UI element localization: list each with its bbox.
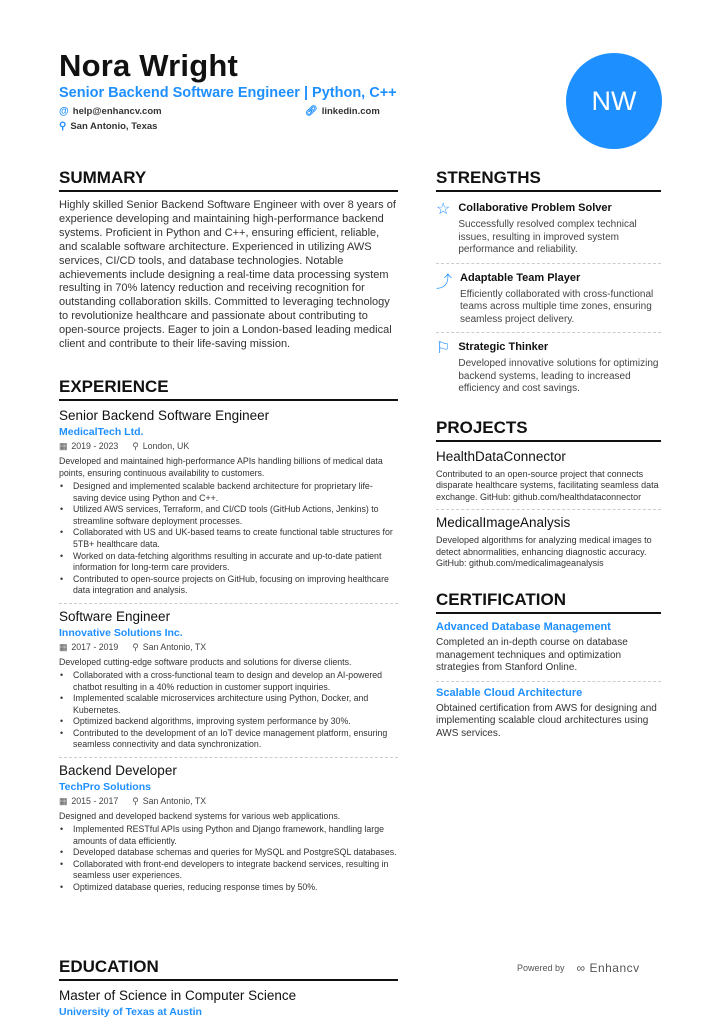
job-entry — [59, 408, 398, 597]
company-name: TechPro Solutions — [59, 781, 151, 794]
job-title: Software Engineer — [59, 608, 171, 624]
calendar-icon: ▦ — [59, 440, 68, 451]
strength-title: Collaborative Problem Solver — [458, 202, 612, 214]
infinity-icon: ∞ — [576, 961, 586, 975]
bullet-item: • Optimized backend algorithms, improving system performance by 30%. — [59, 716, 398, 728]
bullet-item: • Collaborated with front-end developers to integrate backend services, resulting in seamless user experiences. — [59, 859, 398, 882]
job-dates — [59, 441, 118, 452]
dates-text: 2017 - 2019 — [71, 641, 119, 652]
linkedin-contact[interactable] — [305, 106, 380, 117]
bullet-item: • Collaborated with a cross-functional team to design and develop an AI-powered chatbot resulting in a 40% reduction in customer support inquiries. — [59, 670, 398, 693]
education-heading: EDUCATION — [59, 957, 398, 981]
strength-content — [458, 199, 661, 257]
job-meta — [59, 441, 398, 452]
summary-text: Highly skilled Senior Backend Software Engineer with over 8 years of experience developing and maintaining high-performance backend systems. Proficient in Python and C++, ensuring efficient, reliable, and scalable software architecture. Experienced in utilizing AWS services, CI/CD tools, and database technologies. Notable achievements include designing a real-time data processing system resulting in 70% latency reduction and receiving recognition for outstanding collaboration skills. Committed to leveraging technology to revolutionize healthcare and passionate about contributing to open-source projects. Eager to join a London-based leading medical client and contribute to their life-saving mission. — [59, 199, 396, 351]
projects-list — [436, 449, 661, 571]
project-title: HealthDataConnector — [436, 448, 566, 464]
job-meta — [59, 796, 398, 807]
job-bullets — [59, 824, 398, 894]
job-description: Designed and developed backend systems for various web applications. — [59, 811, 341, 822]
company-name: MedicalTech Ltd. — [59, 425, 144, 438]
divider — [59, 603, 398, 604]
strength-description: Efficiently collaborated with cross-functional teams across multiple time zones, ensuring seamless project delivery. — [460, 288, 654, 325]
strength-title: Adaptable Team Player — [460, 271, 581, 284]
location-pin-icon: ⚲ — [132, 641, 139, 652]
dates-text: 2015 - 2017 — [71, 796, 119, 807]
strategy-icon: ⤴ — [436, 273, 453, 291]
certification-title: Advanced Database Management — [436, 621, 611, 634]
calendar-icon: ▦ — [59, 641, 68, 652]
job-dates — [59, 796, 118, 807]
bullet-item: • Collaborated with US and UK-based teams to create functional table structures for 5TB+ healthcare data. — [59, 527, 398, 550]
job-description: Developed and maintained high-performance APIs handling billions of medical data points, ensuring continuous availability to customers. — [59, 455, 383, 478]
project-description: Contributed to an open-source project that connects disparate healthcare systems, facilitating seamless data exchange. GitHub: github.com/healthdataconnector — [436, 468, 659, 502]
location-text: London, UK — [142, 440, 190, 451]
email-text: help@enhancv.com — [72, 106, 162, 117]
divider — [59, 757, 398, 758]
location-contact — [59, 121, 157, 132]
experience-heading: EXPERIENCE — [59, 377, 398, 401]
flag-icon: ⚐ — [436, 340, 451, 357]
strength-item — [436, 269, 661, 327]
company-name: Innovative Solutions Inc. — [59, 626, 183, 639]
job-description: Developed cutting-edge software products and solutions for diverse clients. — [59, 656, 352, 667]
job-location — [132, 642, 206, 653]
bullet-item: • Contributed to the development of an IoT device management platform, ensuring seamless connectivity and data synchronization. — [59, 728, 398, 751]
job-entry — [59, 603, 398, 751]
job-location — [132, 796, 206, 807]
at-icon: @ — [59, 106, 69, 117]
location-pin-icon: ⚲ — [59, 121, 67, 132]
summary-heading: SUMMARY — [59, 168, 398, 192]
bullet-item: • Implemented scalable microservices architecture using Python, Docker, and Kubernetes. — [59, 693, 398, 716]
powered-by-text: Powered by — [517, 963, 565, 973]
dates-text: 2019 - 2023 — [71, 440, 119, 451]
divider — [436, 509, 661, 510]
strength-description: Successfully resolved complex technical issues, resulting in improved system performance and reliability. — [458, 219, 637, 255]
job-location — [132, 441, 189, 452]
powered-by-badge[interactable] — [517, 961, 640, 975]
bullet-item: • Worked on data-fetching algorithms resulting in accurate and up-to-date patient information for long-term care providers. — [59, 551, 398, 574]
strengths-heading: STRENGTHS — [436, 168, 661, 192]
bullet-item: • Optimized database queries, reducing response times by 50%. — [59, 882, 398, 894]
location-text: San Antonio, Texas — [70, 121, 158, 132]
certification-title: Scalable Cloud Architecture — [436, 686, 583, 699]
degree: Master of Science in Computer Science — [59, 988, 297, 1003]
strengths-list — [436, 199, 661, 396]
education-section — [59, 957, 398, 1018]
project-description: Developed algorithms for analyzing medical images to detect abnormalities, enhancing diagnostic accuracy. GitHub: github.com/medicalimageanalysis — [436, 535, 652, 569]
linkedin-text: linkedin.com — [321, 106, 380, 117]
location-pin-icon: ⚲ — [132, 440, 139, 451]
job-title: Backend Developer — [59, 763, 177, 779]
left-column — [59, 168, 398, 894]
enhancv-logo — [577, 961, 640, 975]
certification-heading: CERTIFICATION — [436, 590, 661, 614]
strength-item — [436, 199, 661, 257]
projects-heading: PROJECTS — [436, 418, 661, 442]
bullet-item: • Implemented RESTful APIs using Python and Django framework, handling large amounts of data efficiently. — [59, 824, 398, 847]
certification-description: Obtained certification from AWS for designing and implementing scalable cloud architectures using AWS services. — [436, 702, 657, 739]
strength-title: Strategic Thinker — [458, 341, 549, 353]
certification-list — [436, 621, 661, 740]
link-icon: 🔗︎ — [305, 106, 318, 117]
bullet-item: • Developed database schemas and queries for MySQL and PostgreSQL databases. — [59, 847, 398, 859]
bullet-item: • Contributed to open-source projects on GitHub, focusing on improving healthcare data integration and analysis. — [59, 574, 398, 597]
brand-text: Enhancv — [589, 961, 640, 975]
job-meta — [59, 642, 398, 653]
experience-list — [59, 408, 398, 894]
job-bullets — [59, 670, 398, 751]
job-title: Senior Backend Software Engineer — [59, 407, 270, 423]
strength-content — [458, 338, 661, 396]
school: University of Texas at Austin — [59, 1006, 202, 1018]
divider — [436, 263, 661, 264]
strength-item — [436, 338, 661, 396]
calendar-icon: ▦ — [59, 796, 68, 807]
star-icon: ☆ — [436, 201, 451, 218]
candidate-title: Senior Backend Software Engineer | Python, C++ — [59, 85, 397, 101]
project-title: MedicalImageAnalysis — [436, 515, 571, 531]
job-dates — [59, 642, 118, 653]
location-text: San Antonio, TX — [142, 641, 207, 652]
email-contact[interactable] — [59, 106, 162, 117]
divider — [436, 681, 661, 682]
location-pin-icon: ⚲ — [132, 796, 139, 807]
bullet-item: • Designed and implemented scalable backend architecture for proprietary life-saving device using Python and C++. — [59, 481, 398, 504]
certification-description: Completed an in-depth course on database management techniques and optimization strategies from Stanford Online. — [436, 637, 628, 674]
bullet-item: • Utilized AWS services, Terraform, and CI/CD tools (GitHub Actions, Jenkins) to streamline software deployment processes. — [59, 504, 398, 527]
strength-content — [460, 269, 661, 327]
right-column — [436, 168, 661, 740]
location-text: San Antonio, TX — [142, 796, 207, 807]
avatar: NW — [566, 53, 662, 149]
job-bullets — [59, 481, 398, 597]
job-entry — [59, 757, 398, 894]
candidate-name: Nora Wright — [59, 48, 239, 83]
divider — [436, 332, 661, 333]
strength-description: Developed innovative solutions for optimizing backend systems, leading to increased efficiency and cost savings. — [458, 358, 659, 394]
